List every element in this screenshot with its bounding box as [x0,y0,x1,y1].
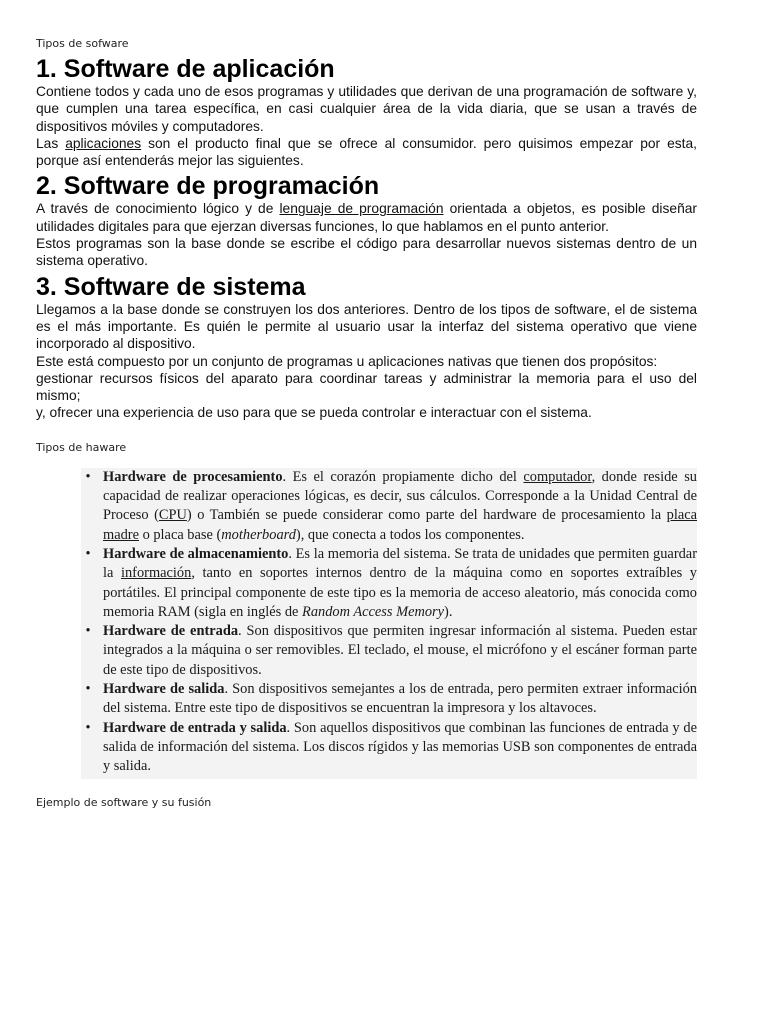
heading-software-programacion: 2. Software de programación [36,172,380,201]
link-cpu[interactable]: CPU [158,507,187,524]
item-title: Hardware de procesamiento [103,468,283,485]
list-item-hardware-almacenamiento [85,545,697,622]
software-types-label: Tipos de sofware [36,37,129,50]
bullet-icon: • [85,623,91,640]
item-text: . Es el corazón propiamente dicho del [282,468,524,485]
paragraph-text: y, ofrecer una experiencia de uso para que se pueda controlar e interactuar con el sistema. [36,405,592,421]
item-text: ), que conecta a todos los componentes. [295,526,525,543]
paragraph-text: Las [36,135,66,151]
paragraph [36,353,697,370]
paragraph-text: Contiene todos y cada uno de esos programas y utilidades que derivan de una programación de software y, que cumplen una tarea específica, en casi cualquier área de la vida diaria, que se usan a través de dispositivos móviles y computadores. [36,84,697,134]
item-text: . Es la memoria del sistema. Se trata de unidades que permiten guardar la [103,545,697,582]
document-page [36,36,697,811]
paragraph [36,200,697,235]
paragraph-text: Llegamos a la base donde se construyen los dos anteriores. Dentro de los tipos de software, el de sistema es el más importante. Es quién le permite al usuario usar la interfaz del sistema operativo que viene incorporado al dispositivo. [36,301,697,352]
paragraph [36,404,697,421]
bullet-icon: • [85,681,91,698]
paragraph-text: Este está compuesto por un conjunto de programas u aplicaciones nativas que tienen dos propósitos: [36,353,658,369]
item-title: Hardware de entrada y salida [103,719,287,736]
link-aplicaciones[interactable]: aplicaciones [65,135,142,151]
paragraph [36,83,697,135]
bullet-icon: • [85,545,91,562]
paragraph-text: Estos programas son la base donde se escribe el código para desarrollar nuevos sistemas dentro de un sistema operativo. [36,236,697,269]
item-text: ). [444,603,453,620]
paragraph-text: orientada a objetos, es posible diseñar utilidades digitales para que ejerzan diversas funciones, lo que hablamos en el punto anterior. [36,201,698,234]
item-title: Hardware de almacenamiento [103,545,289,562]
paragraph-text: son el producto final que se ofrece al consumidor. pero quisimos empezar por esta, porque así entenderás mejor las siguientes. [36,135,698,169]
list-item-hardware-procesamiento [85,468,698,545]
item-text: . Son aquellos dispositivos que combinan las funciones de entrada y de salida de información del sistema. Los discos rígidos y las memorias USB son componentes de entrada y salida. [103,719,697,775]
link-computador[interactable]: computador [523,468,592,485]
item-text: o placa base ( [138,526,222,543]
paragraph [36,370,697,405]
paragraph [36,235,697,270]
item-italic: motherboard [221,526,296,543]
example-label: Ejemplo de software y su fusión [36,795,212,809]
list-item-hardware-entrada [85,622,697,680]
hardware-types-label: Tipos de haware [36,440,127,454]
bullet-icon: • [85,468,91,485]
paragraph [36,135,697,170]
link-informacion[interactable]: información [120,565,192,582]
item-title: Hardware de entrada [103,623,239,640]
list-item-hardware-entrada-salida [85,719,697,777]
heading-software-sistema: 3. Software de sistema [36,272,306,301]
hardware-list-box [81,468,697,779]
item-text: . Son dispositivos que permiten ingresar información al sistema. Pueden estar integrados a la máquina o ser removibles. El teclado, el mouse, el micrófono y el escáner forman parte de este tipo de dispositivos. [103,623,697,678]
item-italic: Random Access Memory [302,603,445,620]
item-text: , tanto en soportes internos dentro de la máquina como en soportes extraíbles y portátiles. El principal componente de este tipo es la memoria de acceso aleatorio, más conocida como memoria RAM (sigla en inglés de [103,565,697,620]
item-text: , donde reside su capacidad de realizar operaciones lógicas, es decir, sus cálculos. Corresponde a la Unidad Central de Proceso ( [103,468,697,524]
bullet-icon: • [85,719,91,736]
hardware-list [81,468,697,777]
heading-software-aplicacion: 1. Software de aplicación [36,55,335,83]
paragraph [36,301,697,353]
item-text: ) o También se puede considerar como parte del hardware de procesamiento la [186,507,667,524]
link-lenguaje-de-programacion[interactable]: lenguaje de programación [279,201,444,217]
item-text: . Son dispositivos semejantes a los de entrada, pero permiten extraer información del sistema. Entre este tipo de dispositivos se encuentran la impresora y los altavoces. [103,681,697,717]
paragraph-text: A través de conocimiento lógico y de [36,201,280,217]
list-item-hardware-salida [85,680,697,719]
link-placa-madre[interactable]: placa madre [103,507,698,543]
item-title: Hardware de salida [103,681,225,698]
paragraph-text: gestionar recursos físicos del aparato para coordinar tareas y administrar la memoria para el uso del mismo; [36,370,697,404]
